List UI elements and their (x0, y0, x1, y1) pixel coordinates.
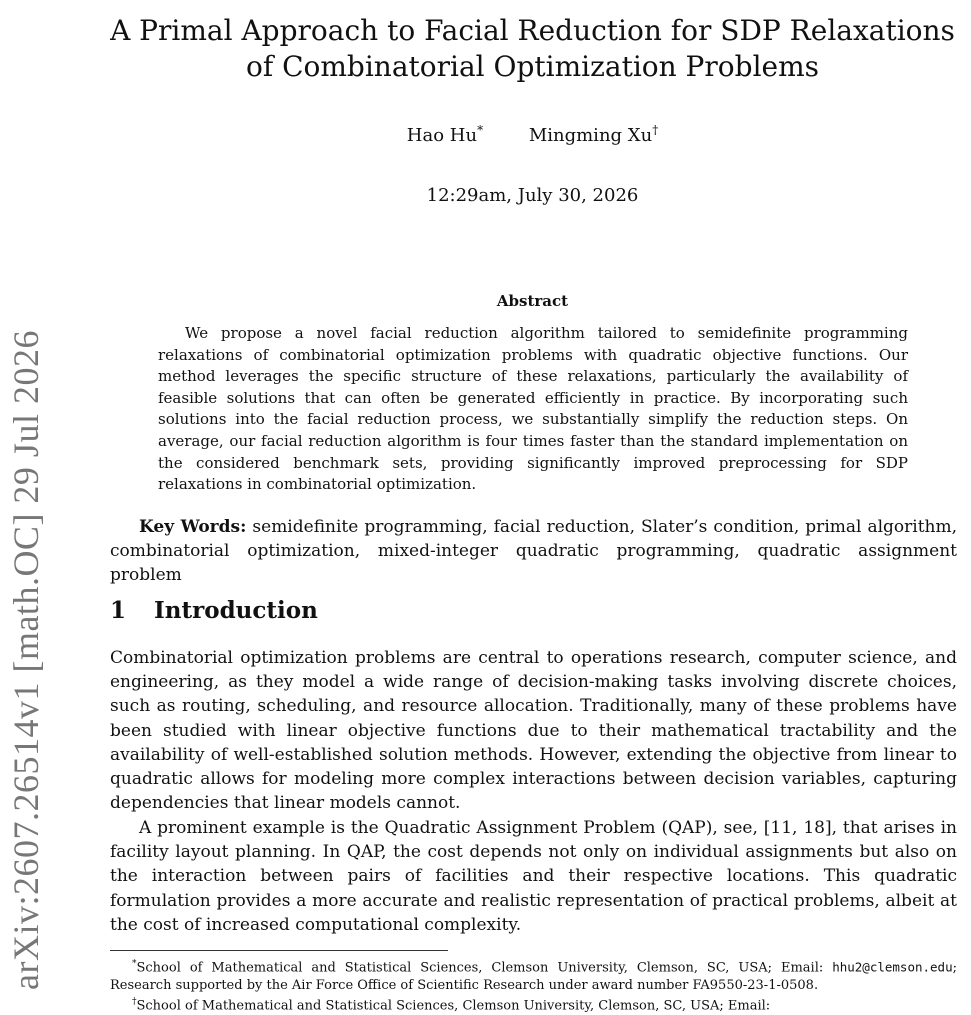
author-footnote-mark: † (652, 123, 659, 137)
email-link[interactable]: hhu2@clemson.edu (832, 959, 953, 975)
author-footnote-mark: * (477, 123, 484, 137)
keywords-label: Key Words: (139, 517, 247, 537)
footnote-text: ; Research supported by the Air Force Office of Scientific Research under award number FA9550-23-1-0508. (110, 960, 957, 994)
author-hao-hu (407, 125, 483, 146)
author-list (110, 118, 955, 148)
footnote-text: School of Mathematical and Statistical Sciences, Clemson University, Clemson, SC, USA; Email: (136, 960, 833, 976)
arxiv-identifier-stamp: arXiv:2607.26514v1 [math.OC] 29 Jul 2026 (6, 330, 46, 990)
author-name: Mingming Xu (528, 125, 653, 146)
body-paragraph: A prominent example is the Quadratic Assignment Problem (QAP), see, [11, 18], that arises in facility layout planning. In QAP, the cost depends not only on individual assignments but also on the interaction between pairs of facilities and their respective locations. This quadratic formulation provides a more accurate and realistic representation of practical problems, albeit at the cost of increased computational complexity. (110, 818, 957, 935)
footnote-mark: * (132, 959, 137, 969)
keywords (110, 515, 957, 587)
abstract-heading: Abstract (496, 292, 569, 310)
body-paragraph: Combinatorial optimization problems are central to operations research, computer science, and engineering, as they model a wide range of decision-making tasks involving discrete choices, such as routing, scheduling, and resource allocation. Traditionally, many of these problems have been studied with linear objective functions due to their mathematical tractability and the availability of well-established solution methods. However, extending the objective from linear to quadratic allows for modeling more complex interactions between decision variables, capturing dependencies that linear models cannot. (110, 648, 957, 814)
section-heading (110, 596, 955, 626)
paper-date: 12:29am, July 30, 2026 (426, 185, 639, 206)
paper-title: A Primal Approach to Facial Reduction for SDP Relaxations of Combinatorial Optimization Problems (110, 14, 955, 83)
section-number: 1 (110, 597, 127, 624)
footnote-affiliation-xu (110, 993, 957, 1015)
author-mingming-xu (529, 125, 658, 146)
abstract-body: We propose a novel facial reduction algorithm tailored to semidefinite programming relaxations of combinatorial optimization problems with quadratic objective functions. Our method leverages the specific structure of these relaxations, particularly the availability of feasible solutions that can often be generated efficiently in practice. By incorporating such solutions into the facial reduction process, we substantially simplify the reduction steps. On average, our facial reduction algorithm is four times faster than the standard implementation on the considered benchmark sets, providing significantly improved preprocessing for SDP relaxations in combinatorial optimization. (158, 324, 908, 494)
footnote-mark: † (132, 997, 137, 1007)
keywords-text: semidefinite programming, facial reduction, Slater’s condition, primal algorithm, combinatorial optimization, mixed-integer quadratic programming, quadratic assignment problem (110, 517, 958, 585)
footnote-text: School of Mathematical and Statistical Sciences, Clemson University, Clemson, SC, USA; Email: (136, 998, 771, 1014)
author-name: Hao Hu (406, 125, 478, 146)
footnote-affiliation-hu (110, 955, 957, 995)
section-title: Introduction (154, 597, 318, 624)
footnote-divider (110, 950, 448, 951)
